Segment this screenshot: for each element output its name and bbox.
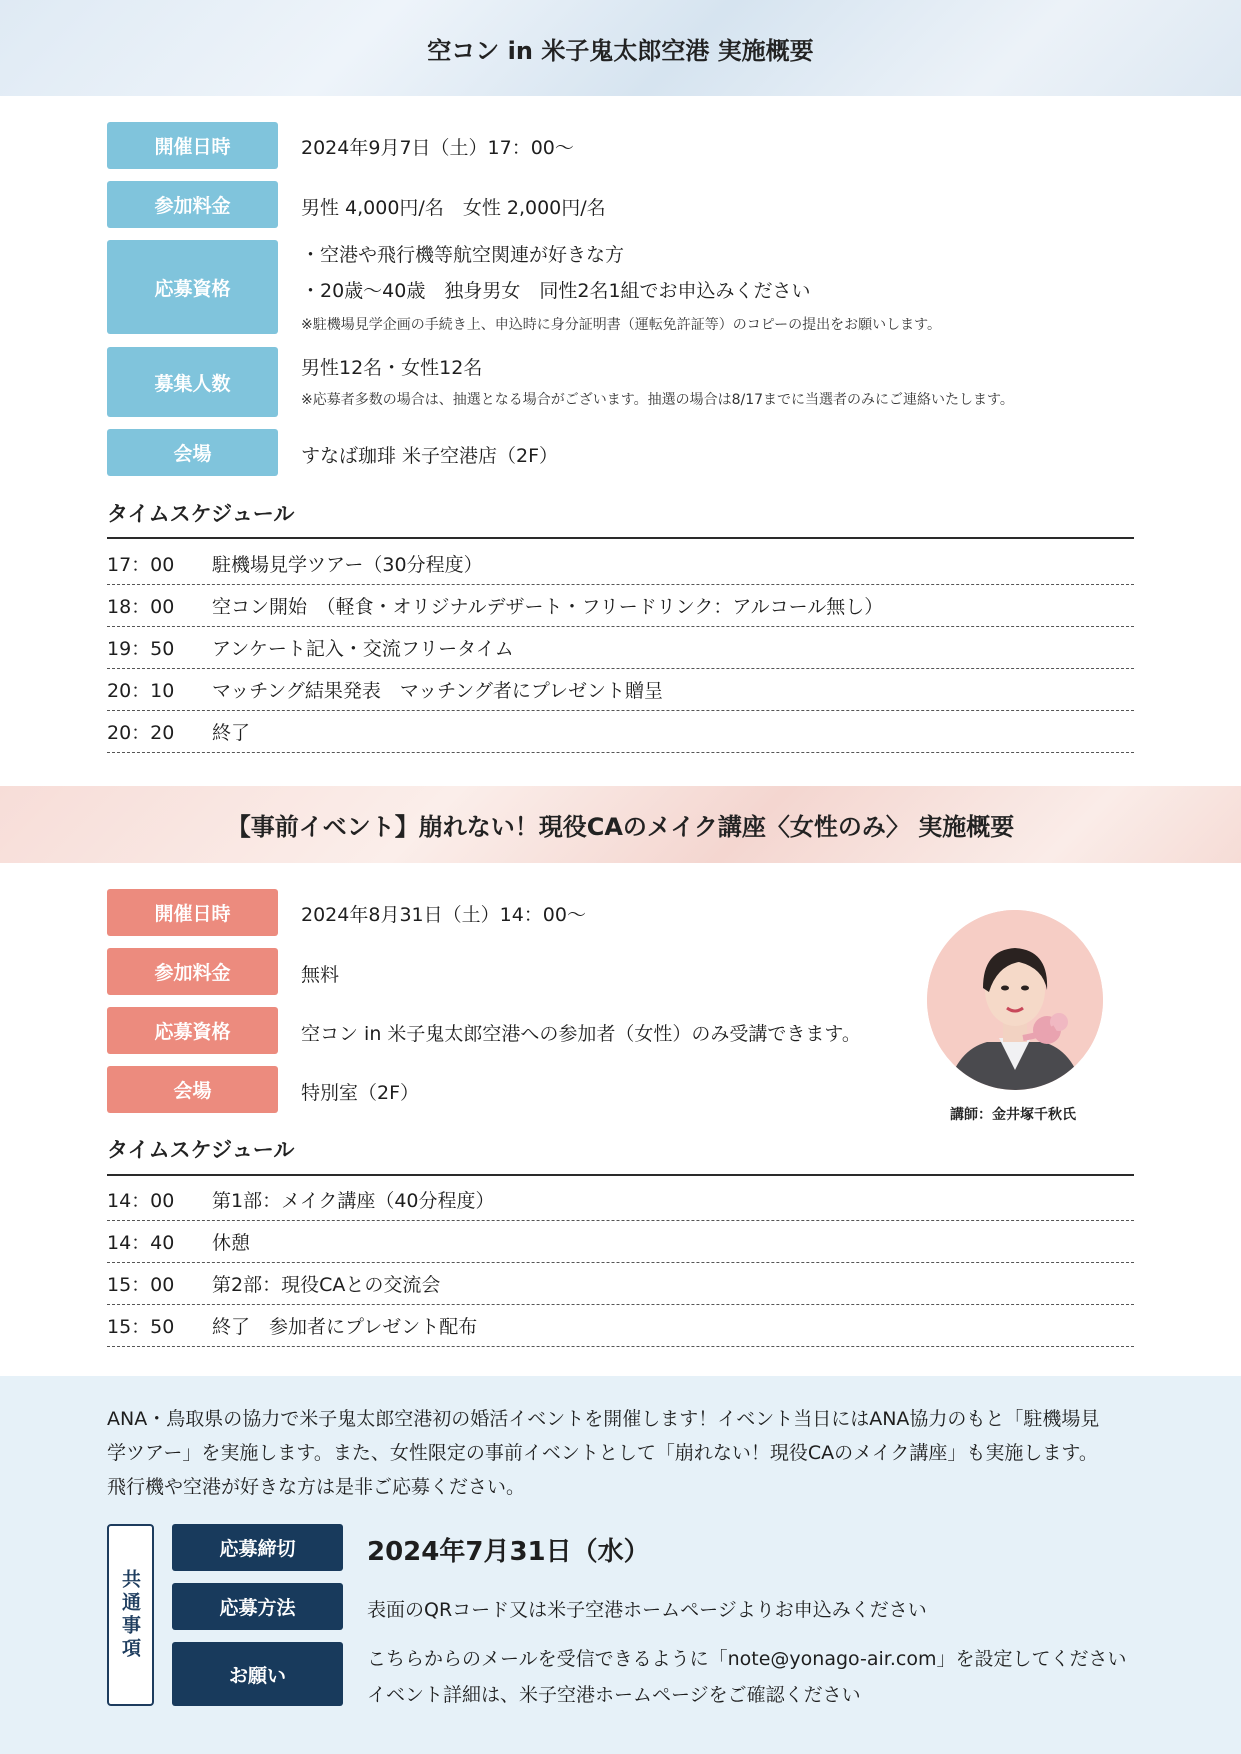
schedule-time: 15：50: [107, 1316, 175, 1338]
event1-label-date: 開催日時: [107, 122, 278, 169]
event1-value-capacity: 男性12名・女性12名: [301, 357, 483, 379]
schedule-desc: マッチング結果発表 マッチング者にプレゼント贈呈: [212, 680, 664, 702]
schedule-time: 20：20: [107, 722, 175, 744]
event2-label-venue: 会場: [107, 1066, 278, 1113]
event1-label-fee: 参加料金: [107, 181, 278, 228]
instructor-caption: 講師：金井塚千秋氏: [950, 1107, 1076, 1123]
request-value-2: イベント詳細は、米子空港ホームページをご確認ください: [367, 1684, 861, 1706]
event1-value-date: 2024年9月7日（土）17：00〜: [301, 137, 574, 159]
event2-schedule-title: タイムスケジュール: [107, 1138, 295, 1162]
table-row: [107, 1305, 1134, 1347]
event2-label-eligibility: 応募資格: [107, 1007, 278, 1054]
event2-label-date: 開催日時: [107, 889, 278, 936]
schedule-time: 18：00: [107, 596, 175, 618]
event1-value-capacity-note: ※応募者多数の場合は、抽選となる場合がございます。抽選の場合は8/17までに当選者のみにご連絡いたします。: [301, 392, 1014, 408]
schedule-desc: 休憩: [212, 1232, 251, 1254]
event1-value-eligibility-2: ・20歳〜40歳 独身男女 同性2名1組でお申込みください: [301, 280, 811, 302]
request-label: お願い: [172, 1642, 343, 1706]
deadline-value: 2024年7月31日（水）: [367, 1537, 650, 1567]
event1-label-venue: 会場: [107, 429, 278, 476]
schedule-desc: 終了 参加者にプレゼント配布: [212, 1316, 478, 1338]
schedule-time: 17：00: [107, 554, 175, 576]
event2-value-venue: 特別室（2F）: [301, 1082, 420, 1104]
request-value-1: こちらからのメールを受信できるように「note@yonago-air.com」を設定してください: [367, 1648, 1127, 1670]
schedule-desc: 第1部：メイク講座（40分程度）: [212, 1190, 495, 1212]
common-items-label: 共通事項: [119, 1569, 141, 1661]
schedule-time: 19：50: [107, 638, 175, 660]
schedule-desc: アンケート記入・交流フリータイム: [212, 638, 514, 660]
instructor-portrait-illustration: [927, 910, 1103, 1090]
event1-label-eligibility: 応募資格: [107, 240, 278, 334]
schedule-time: 14：00: [107, 1190, 175, 1212]
table-row: [107, 1179, 1134, 1221]
event1-value-eligibility-1: ・空港や飛行機等航空関連が好きな方: [301, 244, 625, 266]
schedule-desc: 第2部：現役CAとの交流会: [212, 1274, 441, 1296]
intro-text: [107, 1402, 1137, 1504]
event2-value-eligibility: 空コン in 米子鬼太郎空港への参加者（女性）のみ受講できます。: [301, 1023, 861, 1045]
event2-details: [107, 0, 1134, 1360]
event2-value-fee: 無料: [301, 964, 340, 986]
event1-value-fee: 男性 4,000円/名 女性 2,000円/名: [301, 197, 606, 219]
schedule-time: 15：00: [107, 1274, 175, 1296]
event1-schedule-title: タイムスケジュール: [107, 502, 295, 526]
apply-method-value: 表面のQRコード又は米子空港ホームページよりお申込みください: [367, 1599, 927, 1621]
schedule-desc: 駐機場見学ツアー（30分程度）: [212, 554, 483, 576]
deadline-label: 応募締切: [172, 1524, 343, 1571]
common-items-label-box: [107, 1524, 154, 1706]
event1-title: 空コン in 米子鬼太郎空港 実施概要: [427, 36, 814, 65]
event2-schedule-rule: [107, 1174, 1134, 1176]
event2-label-fee: 参加料金: [107, 948, 278, 995]
event2-value-date: 2024年8月31日（土）14：00〜: [301, 904, 586, 926]
intro-line: ANA・鳥取県の協力で米子鬼太郎空港初の婚活イベントを開催します！イベント当日にはANA協力のもと「駐機場見: [107, 1408, 1100, 1430]
event2-title: 【事前イベント】崩れない！現役CAのメイク講座〈女性のみ〉 実施概要: [226, 813, 1015, 841]
intro-line: 飛行機や空港が好きな方は是非ご応募ください。: [107, 1476, 526, 1498]
table-row: [107, 1263, 1134, 1305]
instructor-photo: [927, 910, 1103, 1090]
intro-line: 学ツアー」を実施します。また、女性限定の事前イベントとして「崩れない！現役CAのメイク講座」も実施します。: [107, 1442, 1098, 1464]
schedule-time: 14：40: [107, 1232, 175, 1254]
table-row: [107, 1221, 1134, 1263]
schedule-desc: 空コン開始 （軽食・オリジナルデザート・フリードリンク：アルコール無し）: [212, 596, 884, 618]
event1-value-eligibility-note: ※駐機場見学企画の手続き上、申込時に身分証明書（運転免許証等）のコピーの提出をお願いします。: [301, 317, 942, 333]
apply-method-label: 応募方法: [172, 1583, 343, 1630]
event1-value-venue: すなば珈琲 米子空港店（2F）: [301, 445, 559, 467]
schedule-time: 20：10: [107, 680, 175, 702]
schedule-desc: 終了: [212, 722, 251, 744]
event1-label-capacity: 募集人数: [107, 347, 278, 417]
